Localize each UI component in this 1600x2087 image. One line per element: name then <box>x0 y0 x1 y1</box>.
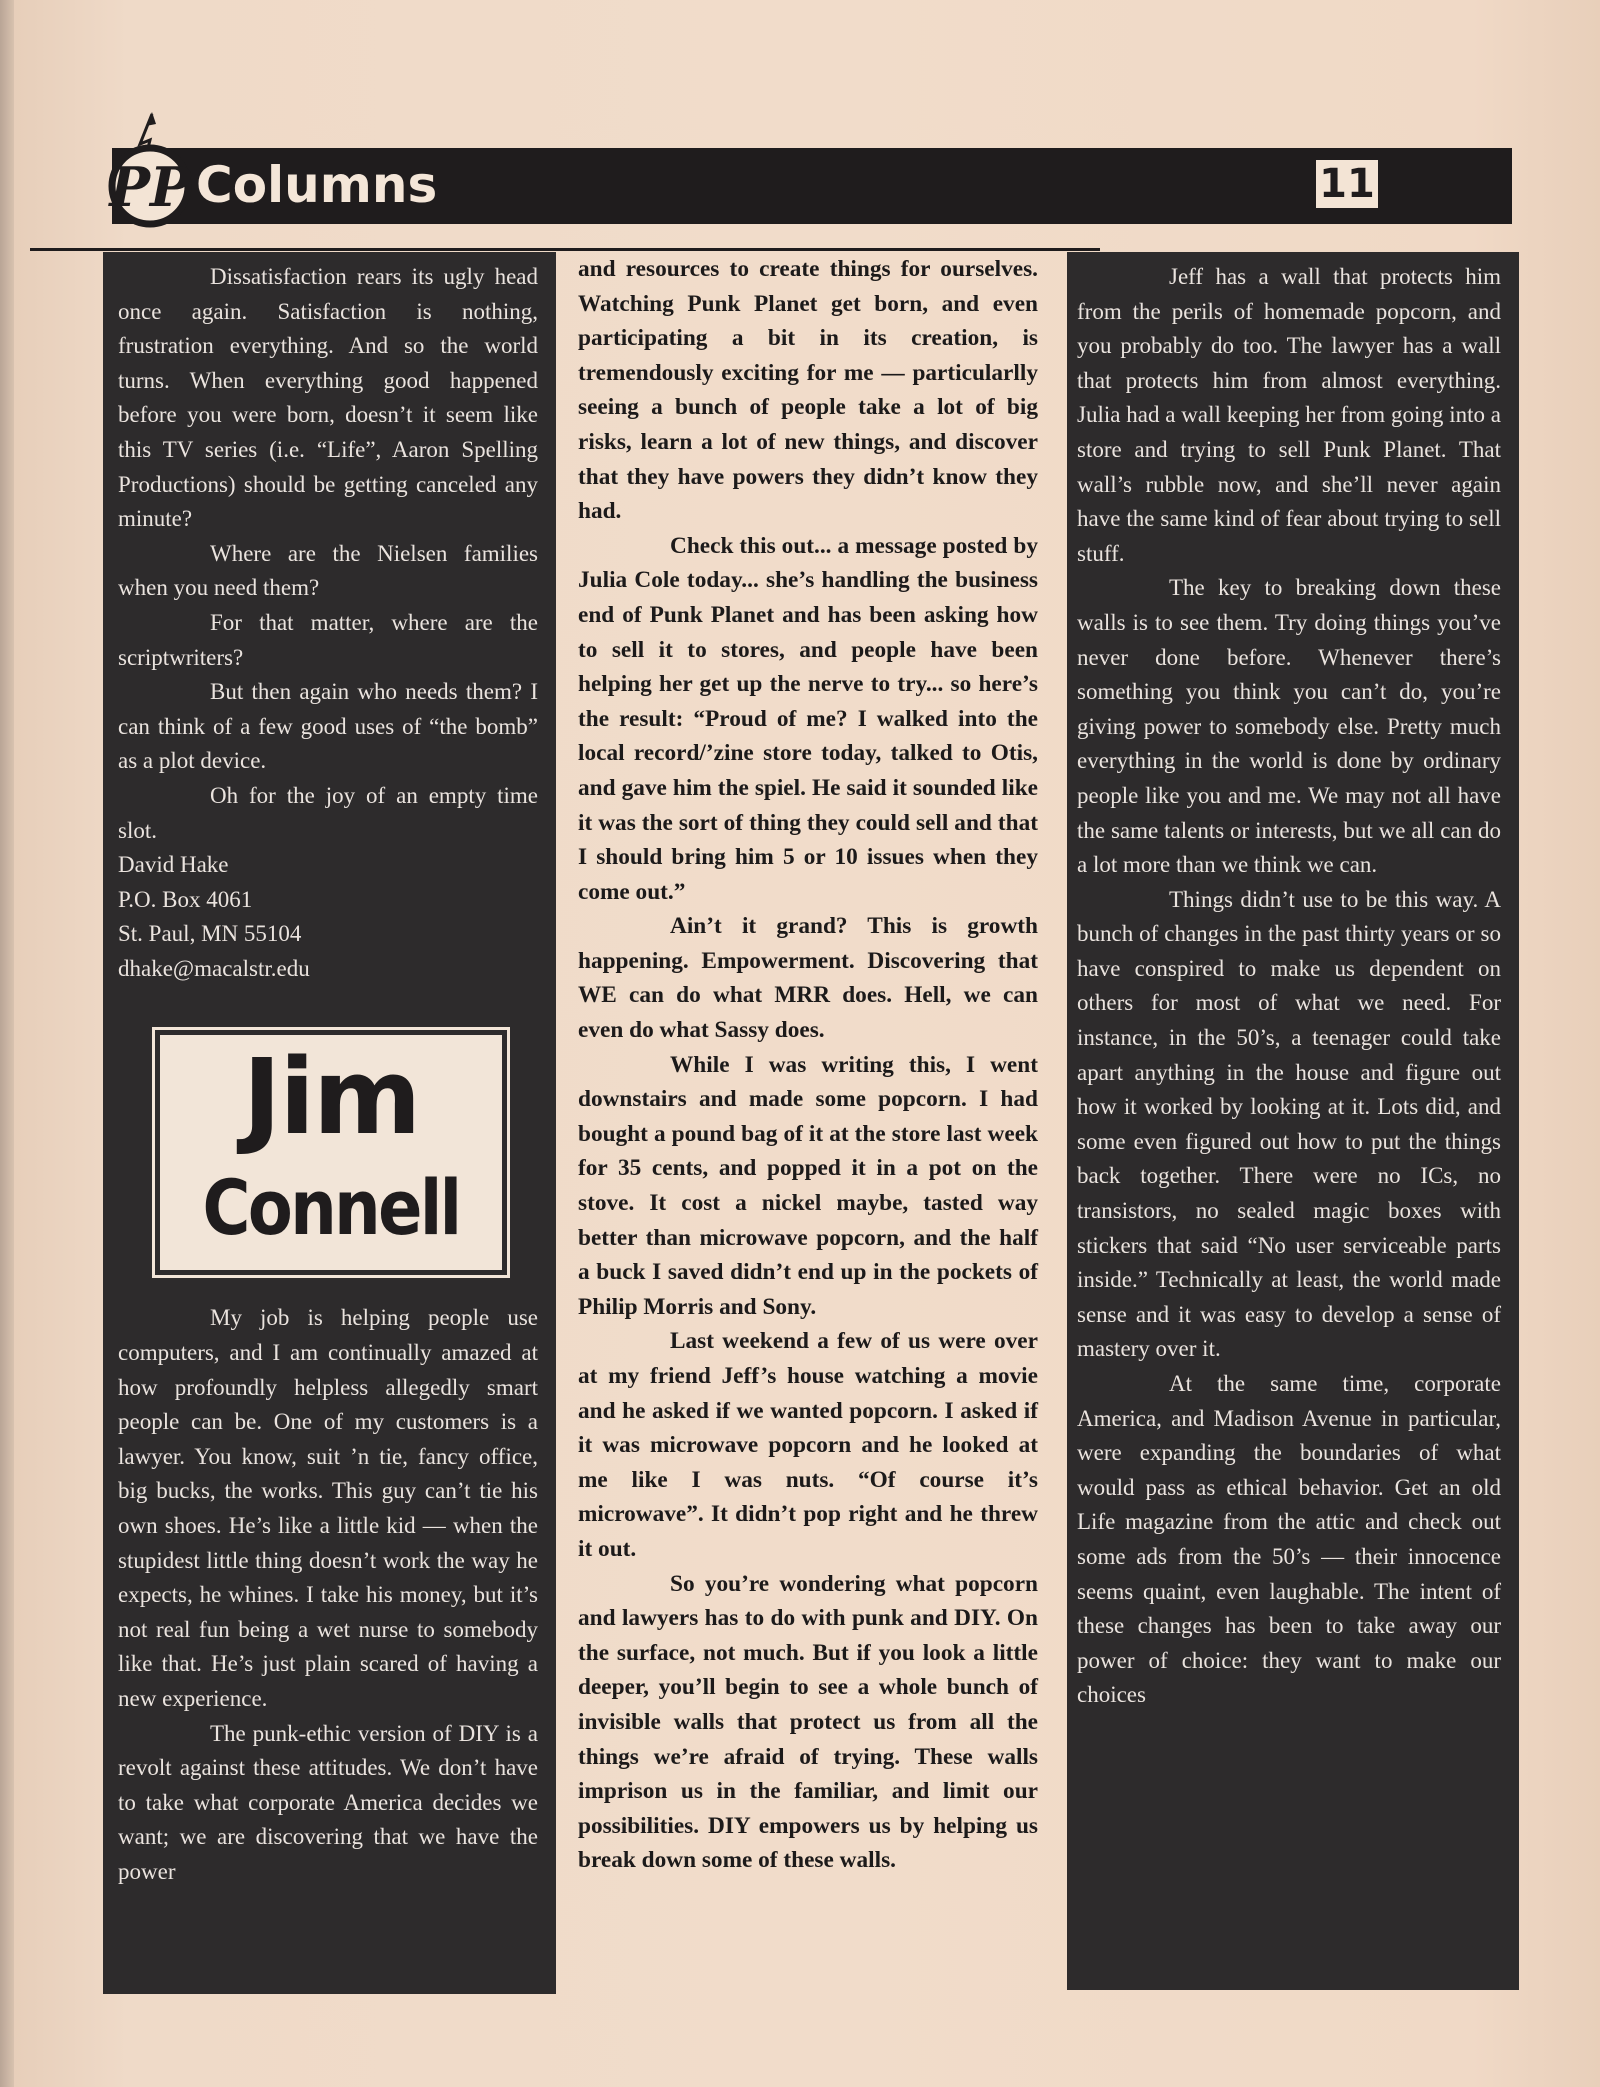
paragraph: So you’re wondering what popcorn and lawyers has to do with punk and DIY. On the surface, not much. But if you look a little deeper, you’ll begin to see a whole bunch of invisible walls that protect us from all the things we’re afraid of trying. These walls imprison us in the familiar, and limit our possibilities. DIY empowers us by helping us break down some of these walls. <box>578 1570 1038 1874</box>
column-right <box>1067 252 1519 1990</box>
author-last-name: Connell <box>202 1163 460 1253</box>
paragraph: But then again who needs them? I can think of a few good uses of “the bomb” as a plot device. <box>118 679 538 774</box>
signature-box: P.O. Box 4061 <box>118 886 253 912</box>
paragraph: At the same time, corporate America, and Madison Avenue in particular, were expanding the boundaries of what would pass as ethical behavior. Get an old Life magazine from the attic and check out some ads from the 50’s — their innocence seems quaint, even laughable. The intent of these changes has been to take away our power of choice: they want to make our choices <box>1077 1371 1501 1708</box>
author-first-name: Jim <box>242 1036 420 1159</box>
author-name-box <box>155 1030 507 1275</box>
paragraph: While I was writing this, I went downstairs and made some popcorn. I had bought a pound bag of it at the store last week for 35 cents, and popped it in a pot on the stove. It cost a nickel maybe, tasted way better than microwave popcorn, and the half a buck I saved didn’t end up in the pockets of Philip Morris and Sony. <box>578 1051 1038 1320</box>
paragraph: Check this out... a message posted by Julia Cole today... she’s handling the business end of Punk Planet and has been asking how to sell it to stores, and people have been helping her get up the nerve to try... so here’s the result: “Proud of me? I walked into the local record/’zine store today, talked to Otis, and gave him the spiel. He said it sounded like it was the sort of thing they could sell and that I should bring him 5 or 10 issues when they come out.” <box>578 532 1038 905</box>
paragraph: The punk-ethic version of DIY is a revolt against these attitudes. We don’t have to take what corporate America decides we want; we are discovering that we have the power <box>118 1720 538 1884</box>
paragraph: Ain’t it grand? This is growth happening. Empowerment. Discovering that WE can do what MRR does. Hell, we can even do what Sassy does. <box>578 913 1038 1044</box>
paragraph: The key to breaking down these walls is to see them. Try doing things you’ve never done before. Whenever there’s something you think you can’t do, you’re giving power to somebody else. Pretty much everything in the world is done by ordinary people like you and me. We may not all have the same talents or interests, but we all can do a lot more than we think we can. <box>1077 575 1501 878</box>
paragraph: Things didn’t use to be this way. A bunch of changes in the past thirty years or so have conspired to make us dependent on others for most of what we need. For instance, in the 50’s, a teenager could take apart anything in the house and figure out how it worked by looking at it. Lots did, and some even figured out how to put the things back together. There were no ICs, no transistors, no sealed magic boxes with stickers that said “No user serviceable parts inside.” Technically at least, the world made sense and it was easy to develop a sense of mastery over it. <box>1077 886 1501 1362</box>
section-title: Columns <box>196 156 438 214</box>
signature-email: dhake@macalstr.edu <box>118 955 310 981</box>
paragraph: For that matter, where are the scriptwriters? <box>118 609 538 670</box>
paragraph: Dissatisfaction rears its ugly head once again. Satisfaction is nothing, frustration everything. And so the world turns. When everything good happened before you were born, doesn’t it seem like this TV series (i.e. “Life”, Aaron Spelling Productions) should be getting canceled any minute? <box>118 264 538 532</box>
column-middle <box>578 252 1038 1992</box>
paragraph: Jeff has a wall that protects him from the perils of homemade popcorn, and you probably do too. The lawyer has a wall that protects him from almost everything. Julia had a wall keeping her from going into a store and trying to sell Punk Planet. That wall’s rubble now, and she’ll never again have the same kind of fear about trying to sell stuff. <box>1077 264 1501 566</box>
punk-planet-logo-icon <box>100 110 200 234</box>
paragraph: and resources to create things for ourselves. Watching Punk Planet get born, and even participating a bit in its creation, is tremendously exciting for me — particularlly seeing a bunch of people take a lot of big risks, learn a lot of new things, and discover that they have powers they didn’t know they had. <box>578 256 1038 525</box>
signature-name: David Hake <box>118 852 229 878</box>
logo-letters: PP <box>109 155 191 219</box>
signature-city: St. Paul, MN 55104 <box>118 921 302 947</box>
header-rule <box>30 248 1100 251</box>
paragraph: Where are the Nielsen families when you need them? <box>118 540 538 601</box>
page-number: 11 <box>1312 156 1382 212</box>
paragraph: Last weekend a few of us were over at my friend Jeff’s house watching a movie and he asked if we wanted popcorn. I asked if it was microwave popcorn and he looked at me like I was nuts. “Of course it’s microwave”. It didn’t pop right and he threw it out. <box>578 1328 1038 1562</box>
paragraph: Oh for the joy of an empty time slot. <box>118 782 538 843</box>
page-edge-shadow <box>0 0 14 2087</box>
paragraph: My job is helping people use computers, and I am continually amazed at how profoundly helpless allegedly smart people can be. One of my customers is a lawyer. You know, suit ’n tie, fancy office, big bucks, the works. This guy can’t tie his own shoes. He’s like a little kid — when the stupidest little thing doesn’t work the way he expects, he whines. I take his money, but it’s not real fun being a wet nurse to somebody like that. He’s just plain scared of having a new experience. <box>118 1305 538 1711</box>
column-left <box>103 252 556 1994</box>
